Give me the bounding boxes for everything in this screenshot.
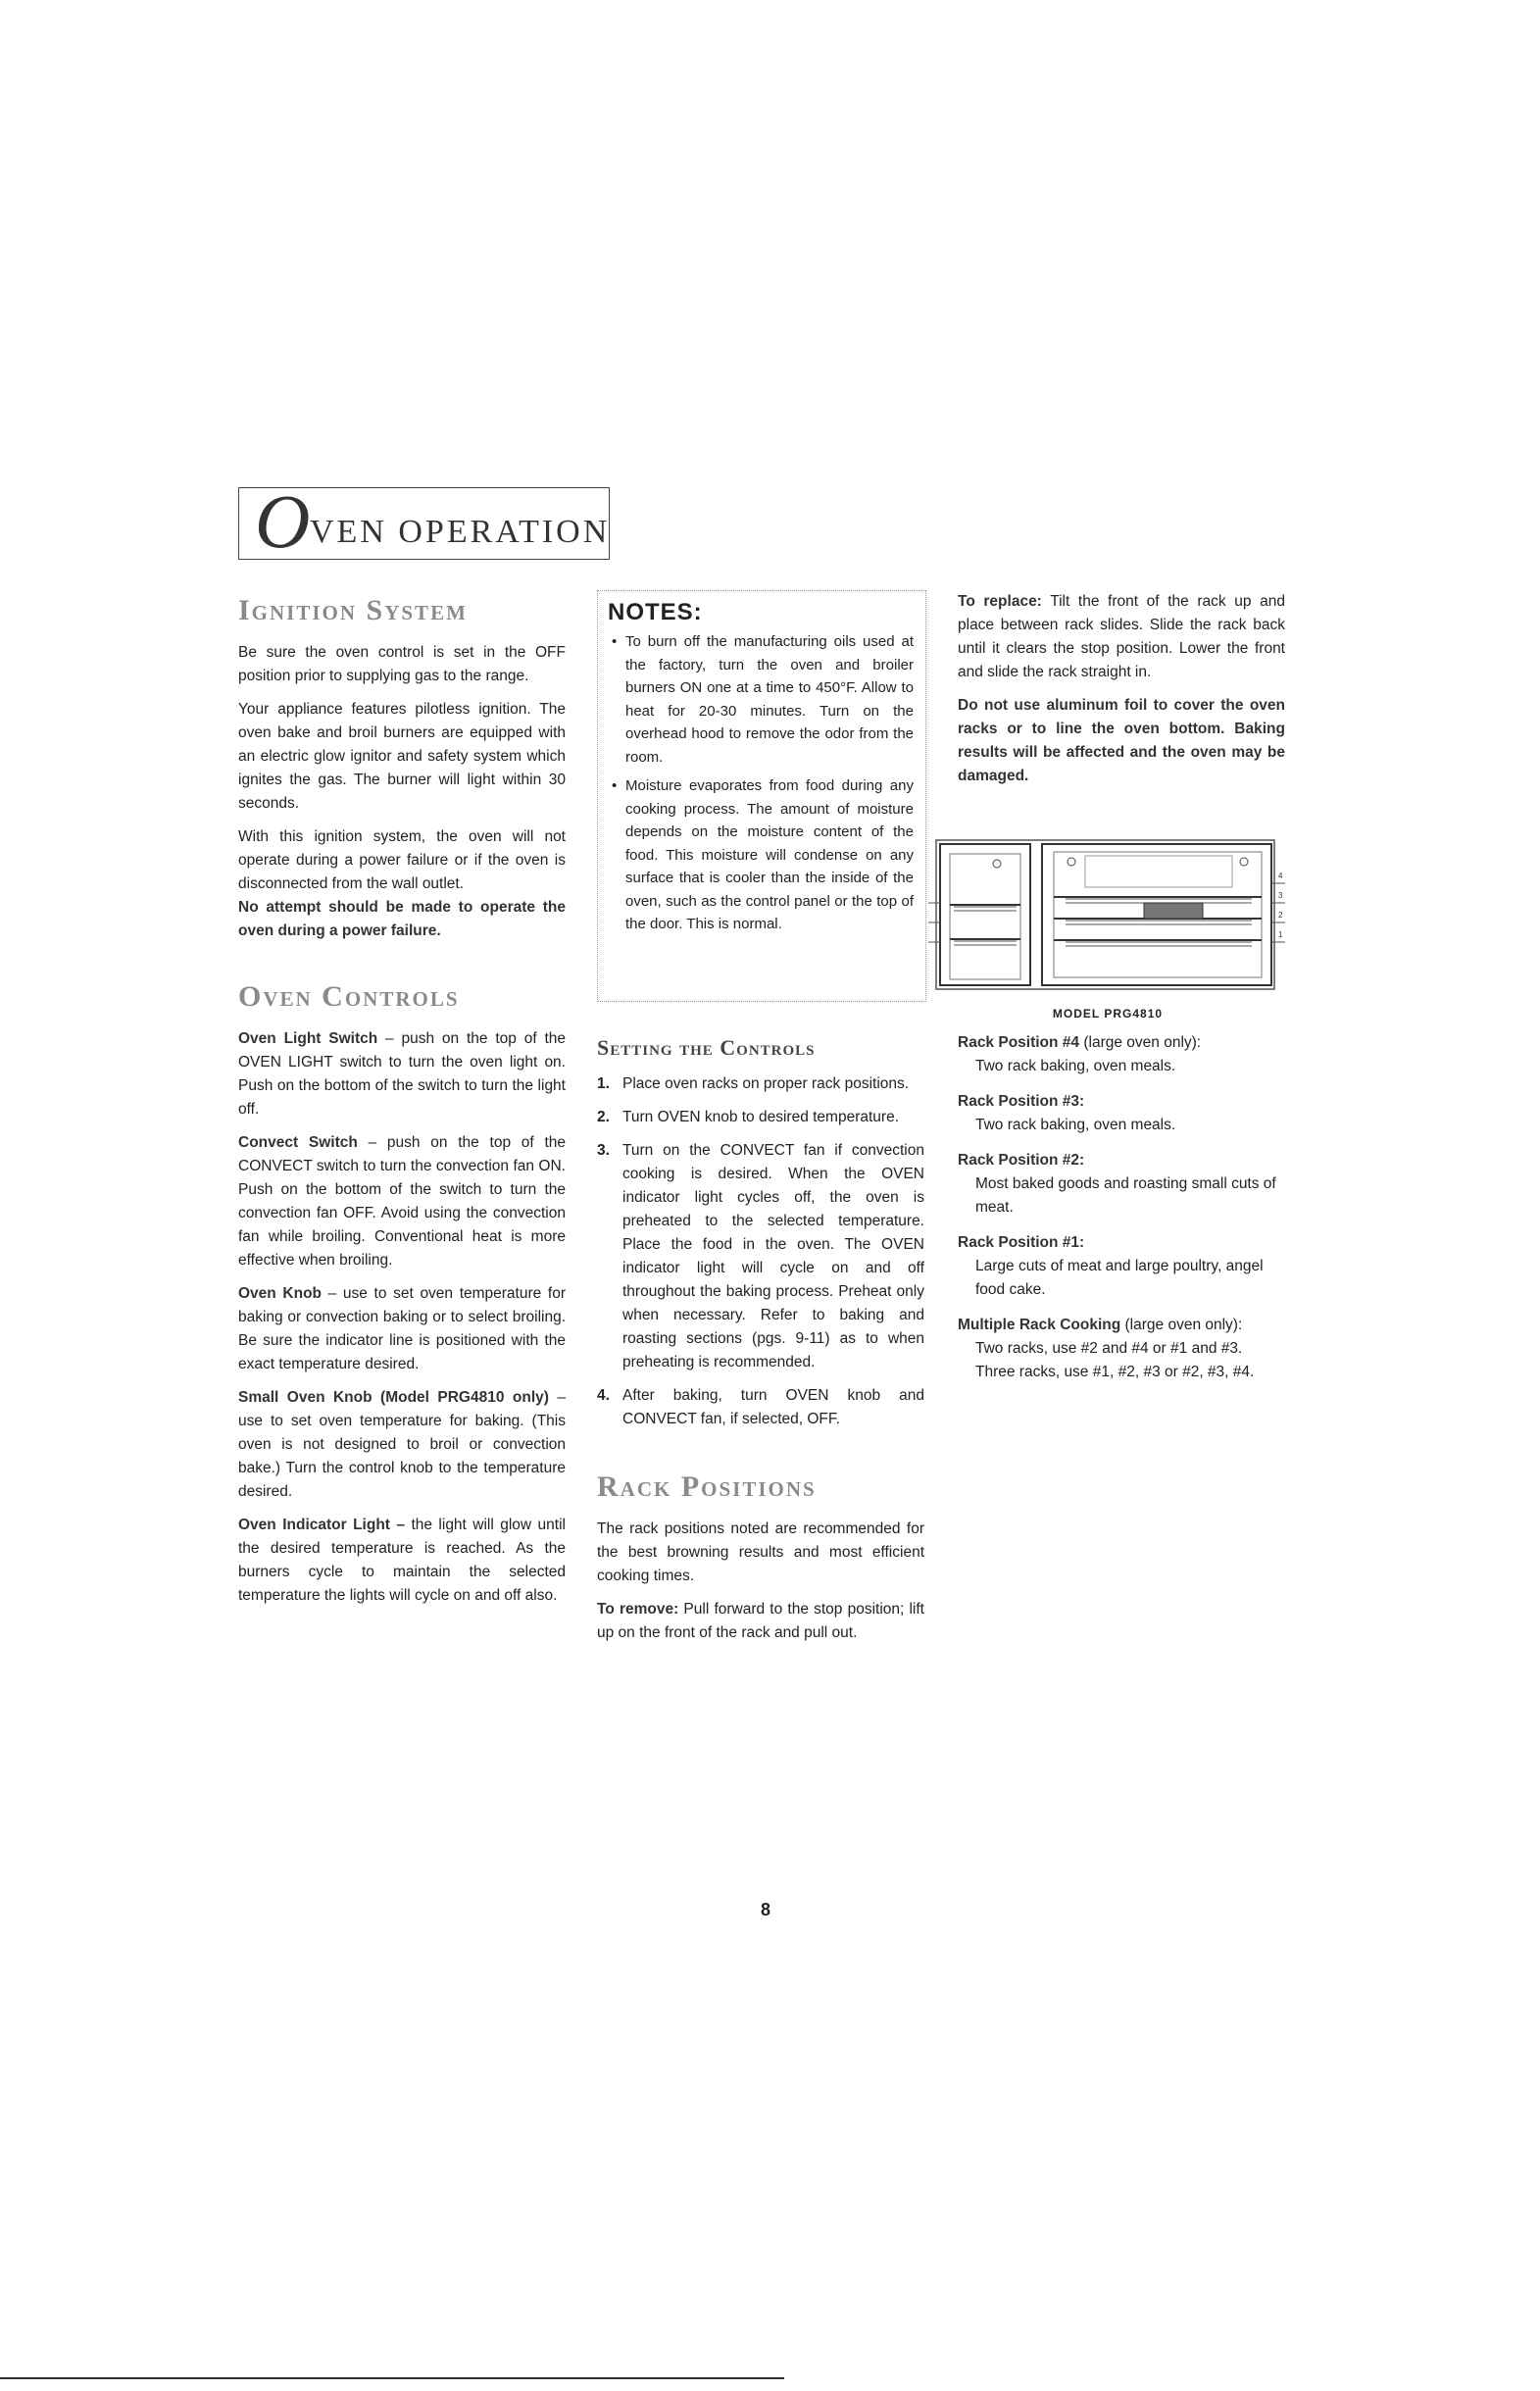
rack-label: 3	[1278, 891, 1283, 900]
control-item	[238, 1514, 566, 1608]
control-lead: Oven Light Switch	[238, 1030, 378, 1047]
rack-label: 1	[1278, 930, 1283, 939]
title-initial: O	[255, 478, 311, 564]
rack-heading: Rack Positions	[597, 1470, 817, 1503]
notes-item: • Moisture evaporates from food during any cooking process. The amount of moisture depends on the moisture content of the food. This moisture will condense on any surface that is cooler than the inside of the oven, such as the control panel or the top of the door. This is normal.	[625, 774, 914, 936]
ignition-warning: No attempt should be made to operate the oven during a power failure.	[238, 899, 566, 939]
bottom-rule	[0, 2377, 784, 2379]
control-lead: Oven Knob	[238, 1285, 323, 1302]
notes-box	[597, 590, 926, 1002]
rack-warning: Do not use aluminum foil to cover the oven racks or to line the oven bottom. Baking results will be affected and the oven may be damaged.	[958, 697, 1285, 784]
rack-position-item: Rack Position #2: Most baked goods and roasting small cuts of meat.	[958, 1152, 1276, 1216]
notes-list	[598, 630, 925, 936]
step-item: 3. Turn on the CONVECT fan if convection cooking is desired. When the OVEN indicator light cycles off, the oven is preheated to the selected temperature. Place the food in the oven. The OVEN indicator light will cycle on and off throughout the baking process. Preheat only when necessary. Refer to baking and roasting sections (pgs. 9-11) as to when preheating is recommended.	[597, 1142, 924, 1370]
ignition-p2: Your appliance features pilotless ignition. The oven bake and broil burners are equipped with an electric glow ignitor and safety system which ignites the gas. The burner will light within 30 seconds.	[238, 701, 566, 812]
rack-intro: The rack positions noted are recommended for the best browning results and most efficient cooking times.	[597, 1520, 924, 1584]
control-lead: Oven Indicator Light –	[238, 1517, 406, 1533]
control-text: – push on the top of the OVEN LIGHT switch to turn the oven light on. Push on the bottom of the switch to turn the light off.	[238, 1030, 567, 1118]
rack-position-item: Rack Position #1: Large cuts of meat and large poultry, angel food cake.	[958, 1234, 1264, 1298]
column-middle	[597, 1031, 924, 1655]
rack-position-labels	[928, 883, 1285, 942]
setting-steps	[597, 1072, 924, 1431]
control-item	[238, 1027, 566, 1121]
control-text: – push on the top of the CONVECT switch to turn the convection fan ON. Push on the bottom of the switch to turn the convection fan OFF. Avoid using the convection fan while broiling. Conventional heat is more effective when broiling.	[238, 1134, 566, 1269]
step-item: 2. Turn OVEN knob to desired temperature.	[597, 1109, 900, 1125]
notes-title: NOTES:	[608, 599, 703, 625]
ignition-heading: Ignition System	[238, 594, 468, 626]
notes-item: • To burn off the manufacturing oils used at the factory, turn the oven and broiler burners ON one at a time to 450°F. Allow to heat for 20-30 minutes. Turn on the overhead hood to remove the odor from the room.	[625, 630, 914, 769]
ignition-p3: With this ignition system, the oven will not operate during a power failure or if the oven is disconnected from the wall outlet.	[238, 828, 566, 892]
control-text: the light will glow until the desired temperature is reached. As the burners cycle to maintain the selected temperature the lights will cycle on and off also.	[238, 1517, 566, 1604]
step-item: 1. Place oven racks on proper rack positions.	[597, 1075, 910, 1092]
rack-label: 4	[1278, 872, 1283, 880]
control-text: – use to set oven temperature for baking or convection baking or to select broiling. Be sure the indicator line is positioned with the exact temperature desired.	[238, 1285, 566, 1372]
setting-heading: Setting the Controls	[597, 1035, 816, 1060]
rack-position-item: Multiple Rack Cooking (large oven only): Two racks, use #2 and #4 or #1 and #3. Three racks, use #1, #2, #3 or #2, #3, #4.	[958, 1317, 1255, 1380]
step-item: 4. After baking, turn OVEN knob and CONVECT fan, if selected, OFF.	[597, 1387, 924, 1427]
rack-position-item: Rack Position #4 (large oven only): Two rack baking, oven meals.	[958, 1034, 1202, 1074]
control-lead: Convect Switch	[238, 1134, 358, 1151]
control-item	[238, 1282, 566, 1376]
diagram-caption: MODEL PRG4810	[1052, 1007, 1164, 1021]
rack-position-item: Rack Position #3: Two rack baking, oven meals.	[958, 1093, 1176, 1133]
page-title	[238, 478, 611, 564]
control-item	[238, 1386, 566, 1504]
column-right	[958, 590, 1285, 798]
rack-replace: To replace: Tilt the front of the rack up and place between rack slides. Slide the rack back until it clears the stop position. Lower the front and slide the rack straight in.	[958, 593, 1285, 680]
controls-heading: Oven Controls	[238, 980, 460, 1013]
ignition-p1: Be sure the oven control is set in the OFF position prior to supplying gas to the range.	[238, 644, 566, 684]
oven-rack-diagram	[928, 836, 1287, 996]
rack-remove: To remove: Pull forward to the stop position; lift up on the front of the rack and pull out.	[597, 1601, 924, 1641]
control-text: – use to set oven temperature for baking. (This oven is not designed to broil or convection bake.) Turn the control knob to the temperature desired.	[238, 1389, 566, 1500]
control-item	[238, 1131, 566, 1272]
title-rest: VEN OPERATION	[310, 514, 611, 550]
rack-position-list	[958, 1031, 1285, 1396]
page-number: 8	[761, 1900, 771, 1919]
rack-label: 2	[1278, 911, 1283, 920]
column-left	[238, 594, 566, 1618]
control-lead: Small Oven Knob (Model PRG4810 only)	[238, 1389, 549, 1406]
